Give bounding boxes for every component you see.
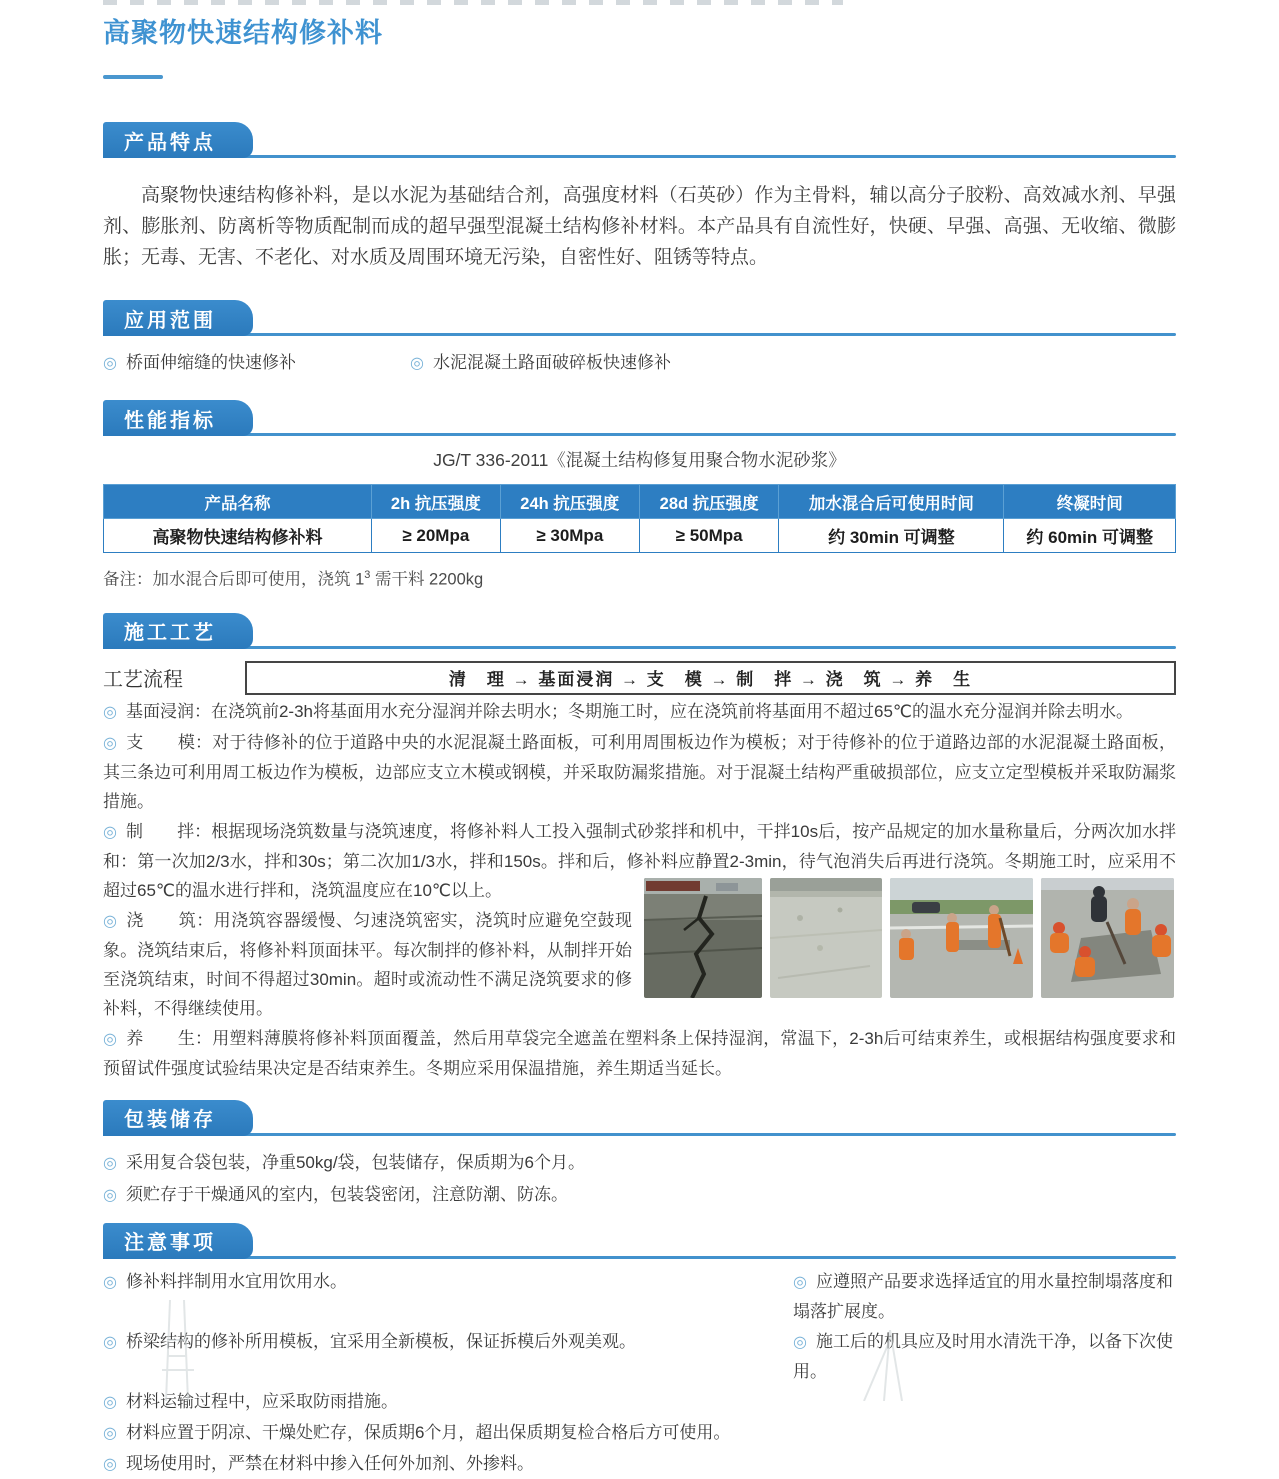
section-tab-packaging: 包装储存 <box>103 1100 253 1136</box>
circle-bullet-icon: ◎ <box>103 734 118 752</box>
section-rule <box>103 646 1176 649</box>
section-tab-process: 施工工艺 <box>103 613 253 649</box>
section-rule <box>103 1256 1176 1259</box>
performance-table <box>103 484 1176 553</box>
note-item-label: 应遵照产品要求选择适宜的用水量控制塌落度和塌落扩展度。 <box>793 1271 1173 1321</box>
process-step <box>103 697 1176 727</box>
table-cell: 约 60min 可调整 <box>1004 519 1176 553</box>
packaging-item <box>103 1180 1176 1210</box>
application-item <box>410 350 671 377</box>
packaging-item <box>103 1148 1176 1178</box>
process-step-text: 支 模：对于待修补的位于道路中央的水泥混凝土路面板，可利用周围板边作为模板；对于待修补的位于道路边部的水泥混凝土路面板，其三条边可利用周工板边作为模板，边部应支立木模或钢模，并采取防漏浆措施。对于混凝土结构严重破损部位，应支立定型模板并采取防漏浆措施。 <box>103 732 1177 811</box>
table-cell: 约 30min 可调整 <box>779 519 1004 553</box>
table-note-text: 备注：加水混合后即可使用，浇筑 1 <box>103 570 365 589</box>
note-item-label: 施工后的机具应及时用水清洗干净，以备下次使用。 <box>793 1331 1173 1381</box>
circle-bullet-icon: ◎ <box>103 1424 117 1442</box>
table-row <box>104 519 1176 553</box>
table-header-cell: 加水混合后可使用时间 <box>779 485 1004 519</box>
photo-workers-pouring-repair <box>1041 878 1174 998</box>
circle-bullet-icon: ◎ <box>103 823 118 841</box>
circle-bullet-icon: ◎ <box>103 1333 117 1351</box>
section-rule <box>103 1133 1176 1136</box>
title-underline <box>103 75 163 79</box>
process-step-text: 养 生：用塑料薄膜将修补料顶面覆盖，然后用草袋完全遮盖在塑料条上保持湿润，常温下，2-3h后可结束养生，或根据结构强度要求和预留试件强度试验结果决定是否结束养生。冬期应采用保温措施，养生期适当延长。 <box>103 1028 1176 1078</box>
photo-road-repair-workers <box>890 878 1033 998</box>
table-cell: ≥ 20Mpa <box>372 519 501 553</box>
document-page <box>103 0 1176 1479</box>
notes-grid <box>103 1267 1176 1479</box>
section-header-performance <box>103 399 1176 436</box>
section-tab-application: 应用范围 <box>103 300 253 336</box>
process-step <box>103 728 1176 816</box>
circle-bullet-icon: ◎ <box>410 355 424 372</box>
table-cell: 高聚物快速结构修补料 <box>104 519 372 553</box>
circle-bullet-icon: ◎ <box>103 1186 117 1204</box>
application-items <box>103 350 1176 377</box>
table-cell: ≥ 50Mpa <box>639 519 778 553</box>
circle-bullet-icon: ◎ <box>793 1333 807 1351</box>
note-item <box>103 1418 793 1448</box>
circle-bullet-icon: ◎ <box>793 1273 807 1291</box>
note-item <box>103 1327 793 1386</box>
construction-photo-strip <box>644 878 1176 998</box>
circle-bullet-icon: ◎ <box>103 1393 117 1411</box>
process-steps <box>103 697 1176 1083</box>
section-header-notes <box>103 1222 1176 1259</box>
table-header-cell: 产品名称 <box>104 485 372 519</box>
application-item-label: 水泥混凝土路面破碎板快速修补 <box>432 353 671 372</box>
note-item-label: 材料应置于阴凉、干燥处贮存，保质期6个月，超出保质期复检合格后方可使用。 <box>125 1422 731 1442</box>
note-item <box>793 1267 1176 1326</box>
section-header-features <box>103 121 1176 158</box>
process-flow-box: 清 理 → 基面浸润 → 支 模 → 制 拌 → 浇 筑 → 养 生 <box>245 661 1176 695</box>
table-header-cell: 终凝时间 <box>1004 485 1176 519</box>
table-note-superscript: 3 <box>364 569 371 581</box>
section-rule <box>103 433 1176 436</box>
note-item <box>103 1267 793 1326</box>
section-header-application <box>103 299 1176 336</box>
table-header-row <box>104 485 1176 519</box>
standard-reference: JG/T 336-2011《混凝土结构修复用聚合物水泥砂浆》 <box>433 450 846 470</box>
note-item-label: 桥梁结构的修补所用模板，宜采用全新模板，保证拆模后外观美观。 <box>125 1331 636 1351</box>
section-rule <box>103 333 1176 336</box>
process-flow-row <box>103 661 1176 695</box>
note-item-label: 现场使用时，严禁在材料中掺入任何外加剂、外掺料。 <box>125 1453 534 1473</box>
table-cell: ≥ 30Mpa <box>500 519 639 553</box>
process-step-text: 制 拌：根据现场浇筑数量与浇筑速度，将修补料人工投入强制式砂浆拌和机中，干拌10s后，按产品规定的加水量称量后，分两次加水拌和：第一次加2/3水，拌和30s；第二次加1/3水，拌和150s。拌和后，修补料应静置2-3min，待气泡消失后再进行浇筑。冬期施工时，应采用不超过65℃的温水进行拌和，浇筑温度应在10℃以上。 <box>103 821 1176 900</box>
section-tab-performance: 性能指标 <box>103 400 253 436</box>
note-item-label: 材料运输过程中，应采取防雨措施。 <box>125 1391 398 1411</box>
packaging-items <box>103 1148 1176 1210</box>
circle-bullet-icon: ◎ <box>103 912 118 930</box>
circle-bullet-icon: ◎ <box>103 1273 117 1291</box>
page-title: 高聚物快速结构修补料 <box>103 18 383 48</box>
table-note <box>103 563 1176 592</box>
process-flow-label: 工艺流程 <box>103 669 183 691</box>
section-header-packaging <box>103 1099 1176 1136</box>
note-item-label: 修补料拌制用水宜用饮用水。 <box>125 1271 347 1291</box>
features-paragraph: 高聚物快速结构修补料，是以水泥为基础结合剂，高强度材料（石英砂）作为主骨料，辅以高分子胶粉、高效减水剂、早强剂、膨胀剂、防离析等物质配制而成的超早强型混凝土结构修补材料。本产品具有自流性好，快硬、早强、高强、无收缩、微膨胀；无毒、无害、不老化、对水质及周围环境无污染，自密性好、阻锈等特点。 <box>103 185 1176 268</box>
section-rule <box>103 155 1176 158</box>
circle-bullet-icon: ◎ <box>103 1154 117 1172</box>
table-header-cell: 2h 抗压强度 <box>372 485 501 519</box>
circle-bullet-icon: ◎ <box>103 1455 117 1473</box>
application-item-label: 桥面伸缩缝的快速修补 <box>125 353 296 372</box>
table-note-text: 需干料 2200kg <box>370 570 484 589</box>
note-item <box>103 1449 793 1479</box>
note-item <box>793 1327 1176 1386</box>
table-header-cell: 28d 抗压强度 <box>639 485 778 519</box>
packaging-item-label: 采用复合袋包装，净重50kg/袋，包装储存，保质期为6个月。 <box>125 1152 586 1172</box>
table-header-cell: 24h 抗压强度 <box>500 485 639 519</box>
application-item <box>103 350 410 377</box>
process-step <box>103 1024 1176 1083</box>
circle-bullet-icon: ◎ <box>103 355 117 372</box>
packaging-item-label: 须贮存于干燥通风的室内，包装袋密闭，注意防潮、防冻。 <box>125 1184 568 1204</box>
photo-cracked-pavement <box>644 878 762 998</box>
circle-bullet-icon: ◎ <box>103 703 117 721</box>
note-item <box>103 1387 793 1417</box>
circle-bullet-icon: ◎ <box>103 1030 118 1048</box>
process-step-text: 基面浸润：在浇筑前2-3h将基面用水充分湿润并除去明水；冬期施工时，应在浇筑前将基面用不超过65℃的温水充分湿润并除去明水。 <box>125 701 1133 721</box>
section-tab-features: 产品特点 <box>103 122 253 158</box>
section-tab-notes: 注意事项 <box>103 1223 253 1259</box>
process-step-text: 浇 筑：用浇筑容器缓慢、匀速浇筑密实，浇筑时应避免空鼓现象。浇筑结束后，将修补料顶面抹平。每次制拌的修补料，从制拌开始至浇筑结束，时间不得超过30min。超时或流动性不满足浇筑要求的修补料，不得继续使用。 <box>103 910 633 1018</box>
section-header-process <box>103 612 1176 649</box>
photo-damaged-concrete <box>770 878 882 998</box>
process-step <box>103 906 1176 1023</box>
